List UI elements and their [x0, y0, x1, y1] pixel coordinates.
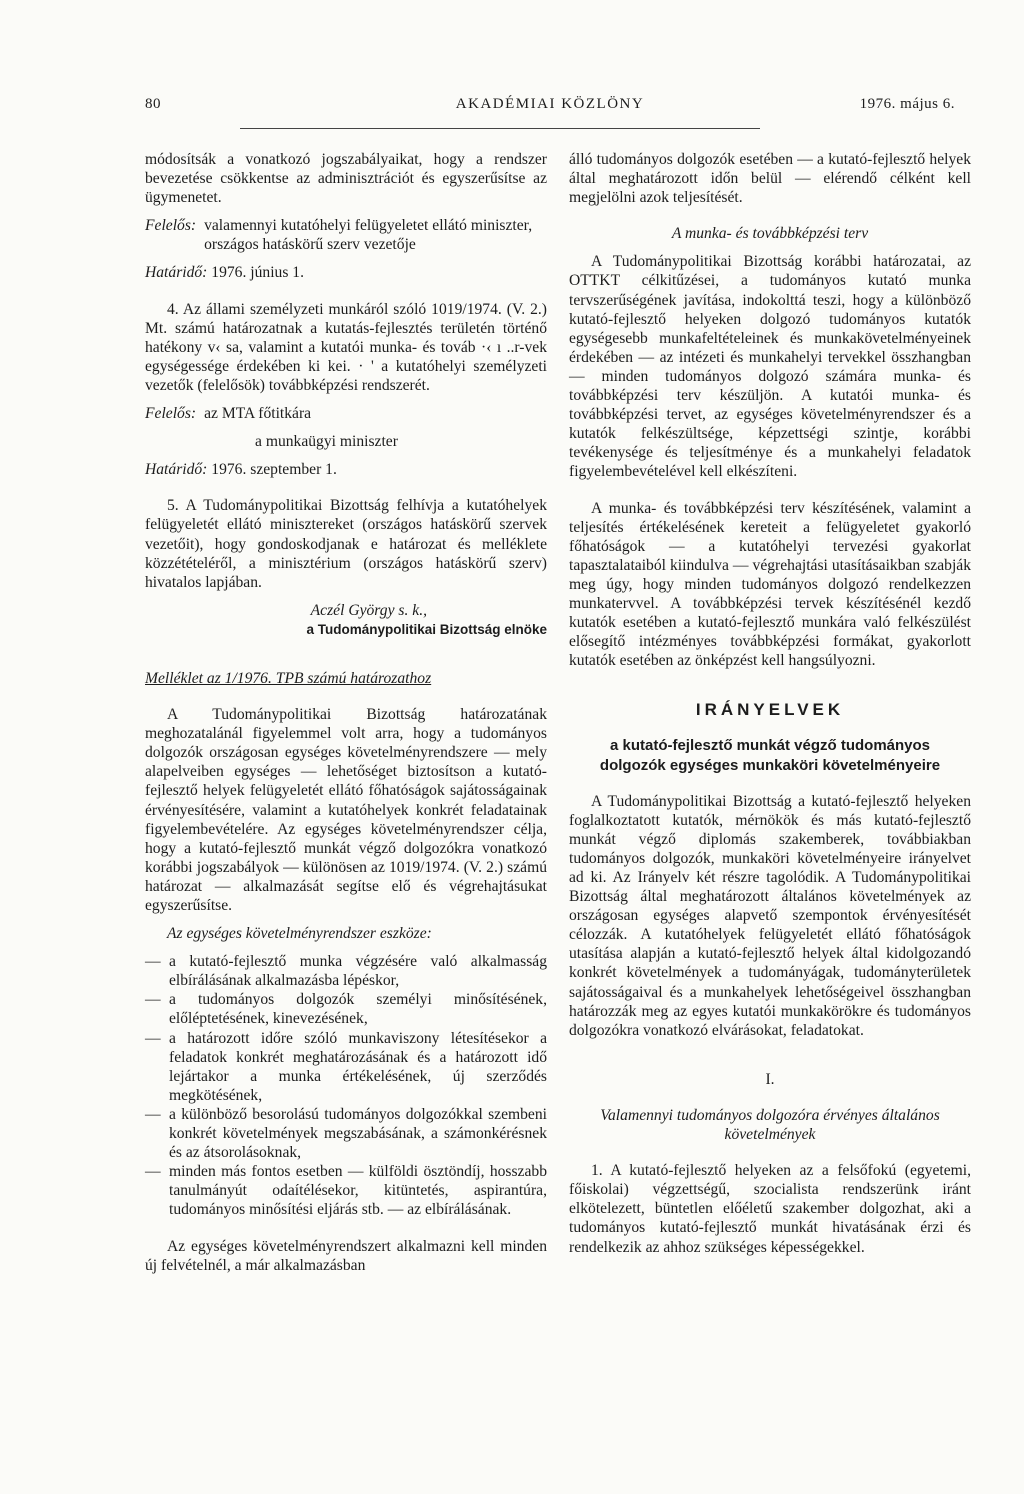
guidelines-title: IRÁNYELVEK — [695, 700, 845, 720]
dash-marker: — — [145, 991, 161, 1009]
paragraph-5: 5. A Tudománypolitikai Bizottság felhívja a kutatóhelyek felügyeletét ellátó minisztereket (országos hatáskörű szervek vezetőit), hogy gondoskodjanak e határozat és melléklete közzétételéről, a minisztérium (országos hatáskörű szerv) hivatalos lapjában. — [145, 497, 547, 591]
guidelines-paragraph: A Tudománypolitikai Bizottság a kutató-fejlesztő helyeken foglalkoztatott kutatók, mérnökök és más kutató-fejlesztő munkát végző diplomás szakemberek, továbbiakban tudományos dolgozók, munkaköri követelményeire irányelvet ad ki. Az Irányelv két részre tagolódik. A Tudománypolitikai Bizottság által meghatározott általános követelmények az országosan egységes alapvető szempontok érvényesítését célozzák. A kutatóhelyek felügyeletét ellátó főhatóságok utasítása alapján a kutató-fejlesztő helyek által kidolgozandó konkrét követelmények a tudományágak, tudományterületek sajátosságaival és a munkahelyek lehetőségeivel összhangban határozzák meg az egyes kutatói munkakörökre és tudományos dolgozókra vonatkozó elvárásokat, feladatokat. — [569, 792, 971, 1039]
deadline-text: 1976. szeptember 1. — [211, 461, 337, 479]
section-paragraph-1: 1. A kutató-fejlesztő helyeken az a felsőfokú (egyetemi, főiskolai) végzettségű, szocialista rendszerünk iránt elkötelezett, büntetlen előéletű szakember dolgozhat, aki a tudományos kutató-fejlesztő munkát hivatásának érzi és rendelkezik az ahhoz szükséges képességekkel. — [569, 1162, 971, 1256]
header-rule — [240, 128, 760, 129]
list-item — [145, 1162, 547, 1219]
paragraph-4: 4. Az állami személyzeti munkáról szóló 1019/1974. (V. 2.) Mt. számú határozatnak a kutatás-fejlesztés területén történő hatékony v‹ sa, valamint a kutatói munka- és továb ·‹ ı ..r-vek egységessége érdekében ki kei. · ' a kutatóhelyi személyzeti vezetők (felelősök) továbbképzési rendszerét. — [145, 300, 547, 394]
annex-paragraph: A Tudománypolitikai Bizottság határozatának meghozatalánál figyelemmel volt arra, hogy a tudományos dolgozók országosan egységes követelményrendszere — mely alapelveiben egységes — lehetőséget biztosítson a kutató-fejlesztő helyek felügyeletét ellátó főhatóságok sajátosságainak érvényesítésére, valamint a kutatóhelyek konkrét feladatainak figyelembevételére. Az egységes követelményrendszer célja, hogy a kutató-fejlesztő munkát végző dolgozókra vonatkozó korábbi jogszabályok — különösen az 1019/1974. (V. 2.) számú határozat — alkalmazását segítse elő és végrehajtásukat egyszerűsítse. — [145, 706, 547, 914]
issue-date: 1976. május 6. — [859, 96, 955, 112]
responsible-2 — [145, 404, 547, 423]
annex-title: Melléklet az 1/1976. TPB számú határozathoz — [145, 669, 432, 687]
plan-heading: A munka- és továbbképzési terv — [671, 225, 869, 243]
list-item — [145, 1105, 547, 1162]
responsible-text: az MTA főtitkára — [204, 405, 312, 423]
dash-marker: — — [145, 1105, 161, 1123]
dash-marker: — — [145, 1163, 161, 1181]
journal-title: AKADÉMIAI KÖZLÖNY — [455, 96, 645, 112]
list-item-text: a határozott időre szóló munkaviszony létesítésekor a feladatok konkrét meghatározásának és a határozott idő lejártakor a munka értékelésének, új szerződés megkötésének, — [169, 1029, 547, 1104]
paragraph-last: Az egységes követelményrendszert alkalmazni kell minden új felvételnél, a már alkalmazásban — [145, 1237, 547, 1274]
tools-heading: Az egységes követelményrendszer eszköze: — [167, 925, 432, 943]
signature-name: Aczél György s. k., — [310, 601, 427, 619]
deadline-text: 1976. június 1. — [211, 264, 304, 282]
list-item — [145, 1029, 547, 1105]
deadline-2 — [145, 460, 547, 479]
deadline-1 — [145, 263, 547, 282]
dash-marker: — — [145, 1029, 161, 1047]
guidelines-subtitle: a kutató-fejlesztő munkát végző tudományos dolgozók egységes munkaköri követelményeire — [599, 737, 941, 774]
list-item-text: minden más fontos esetben — külföldi ösztöndíj, hosszabb tanulmányút odaítélésekor, kitüntetés, aspirantúra, tudományos minősítési eljárás stb. — az elbírálásának. — [169, 1163, 547, 1219]
dash-marker: — — [145, 953, 161, 971]
paragraph-intro: módosítsák a vonatkozó jogszabályaikat, hogy a rendszer bevezetése csökkentse az adminisztrációt és egyszerűsítse az ügymenetet. — [145, 151, 547, 207]
section-title: Valamennyi tudományos dolgozóra érvényes általános követelmények — [600, 1106, 940, 1144]
section-number: I. — [765, 1070, 775, 1088]
responsible-2-second: a munkaügyi miniszter — [255, 433, 398, 451]
signature-org: a Tudománypolitikai Bizottság elnöke — [306, 621, 547, 637]
plan-paragraph-2: A munka- és továbbképzési terv készítésének, valamint a teljesítés értékelésének kereteit a felügyeletet gyakorló főhatóságok — a kutatóhelyi tervezési gyakorlat tapasztalataiból kiindulva — végrehajtási utasításaikban szabják meg úgy, hogy minden tudományos dolgozó rendelkezzen munkatervvel. A továbbképzési tervek készítésénél kezdő kutatók esetében a kutató-fejlesztő munkára való felkészülést elősegítő intézményes továbbképzési formákat, gyakorlott kutatók esetében az önképzést kell hangsúlyozni. — [569, 499, 971, 670]
responsible-label: Felelős: — [145, 217, 197, 235]
list-item — [145, 990, 547, 1028]
plan-paragraph-1: A Tudománypolitikai Bizottság korábbi határozatai, az OTTKT célkitűzései, a tudományos kutató munka tervszerűségének javítása, indokolttá teszi, hogy a különböző kutató-fejlesztő helyeken dolgozó tudományos kutatók egységesebb munkafeltételeinek és munkakövetelményeinek érdekében — az intézeti és munkahelyi tervekkel összhangban — minden tudományos dolgozó számára munka- és továbbképzési terv készüljön. A kutatói munka- és továbbképzési tervet, az egységes követelményrendszer és a kutatók felkészültsége, képzettségi szintje, korábbi tevékenysége és teljesítménye és a munkahelyi feladatok figyelembevételével kell elkészíteni. — [569, 253, 971, 481]
responsible-text: valamennyi kutatóhelyi felügyeletet ellátó miniszter, országos hatáskörű szerv vezetője — [204, 217, 533, 254]
list-item-text: a tudományos dolgozók személyi minősítésének, előléptetésének, kinevezésének, — [169, 991, 547, 1028]
paragraph-continued: álló tudományos dolgozók esetében — a kutató-fejlesztő helyek által meghatározott időn belül — elérendő célként kell megjelölni azok teljesítését. — [569, 151, 971, 207]
right-column — [569, 150, 971, 1257]
page-number: 80 — [145, 96, 161, 112]
deadline-label: Határidő: — [145, 461, 208, 479]
page-header — [145, 96, 955, 120]
responsible-label: Felelős: — [145, 405, 197, 423]
deadline-label: Határidő: — [145, 264, 208, 282]
list-item-text: a kutató-fejlesztő munka végzésére való alkalmasság elbírálásának alkalmazásba lépéskor, — [169, 953, 547, 990]
list-item-text: a különböző besorolású tudományos dolgozókkal szembeni konkrét követelmények megszabásának, a számonkérésnek és az átsorolásoknak, — [169, 1105, 547, 1162]
responsible-1 — [145, 216, 547, 254]
list-item — [145, 952, 547, 990]
left-column — [145, 150, 547, 1275]
